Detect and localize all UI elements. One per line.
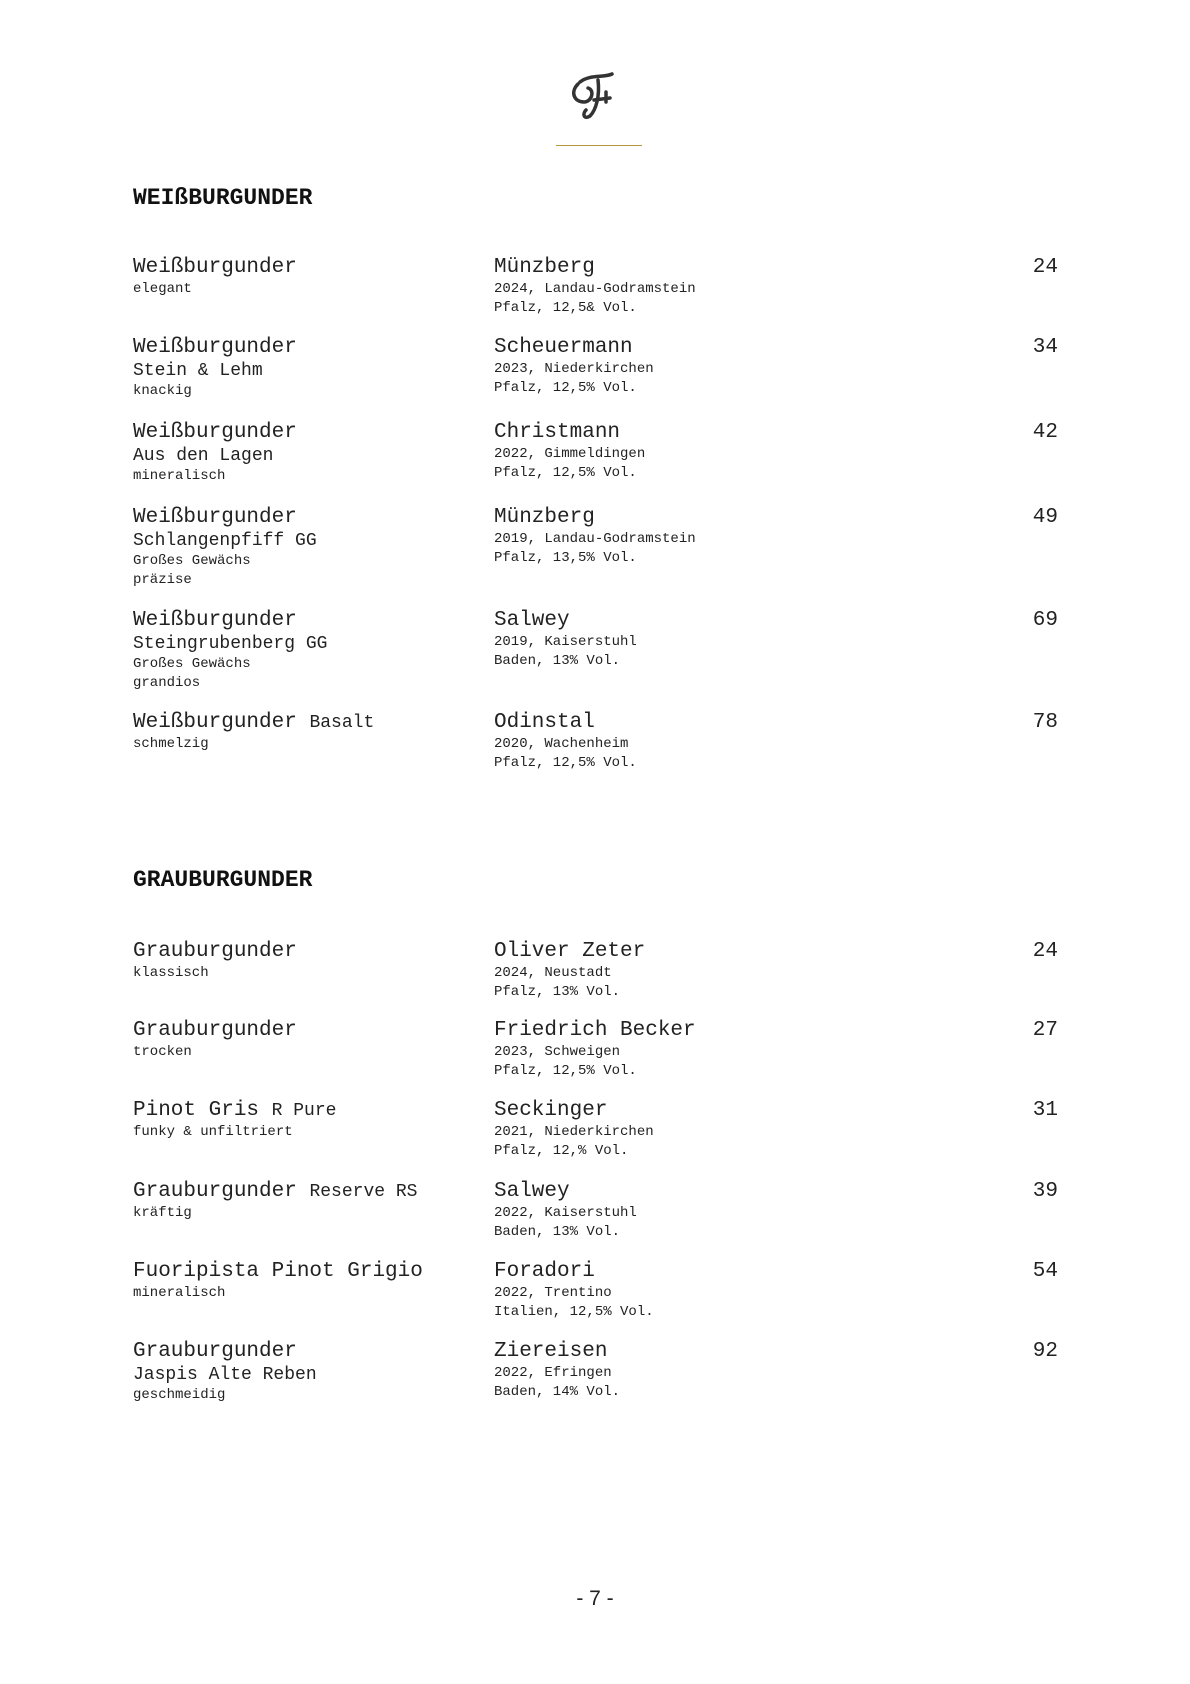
wine-info	[133, 1099, 336, 1142]
producer-info	[494, 1340, 620, 1401]
wine-price: 24	[1032, 940, 1058, 963]
wine-price: 27	[1032, 1019, 1058, 1042]
wine-name	[133, 1180, 417, 1204]
producer-name: Foradori	[494, 1260, 595, 1283]
wine-info	[133, 940, 297, 983]
wine-price: 31	[1032, 1099, 1058, 1122]
gold-divider	[556, 145, 642, 146]
producer-detail: Pfalz, 13,5% Vol.	[494, 549, 637, 566]
wine-info	[133, 1019, 297, 1062]
wine-info	[133, 1180, 417, 1223]
wine-note: grandios	[133, 674, 201, 691]
producer-detail: 2019, Landau-Godramstein	[494, 531, 696, 547]
wine-name-text: Grauburgunder	[133, 1019, 297, 1042]
producer-info	[494, 421, 645, 482]
wine-price: 49	[1032, 506, 1058, 529]
wine-subtitle: Steingrubenberg GG	[133, 634, 328, 654]
section-heading: WEIßBURGUNDER	[133, 185, 313, 211]
producer-name: Friedrich Becker	[494, 1019, 696, 1042]
producer-info	[494, 506, 696, 567]
wine-name-text: Grauburgunder	[133, 940, 297, 963]
wine-name-text: Weißburgunder	[133, 336, 297, 359]
wine-note: elegant	[133, 281, 192, 297]
producer-detail: Pfalz, 12,5% Vol.	[494, 754, 637, 771]
wine-subtitle: Schlangenpfiff GG	[133, 531, 317, 551]
section-heading: GRAUBURGUNDER	[133, 867, 313, 893]
wine-name-text: Weißburgunder	[133, 421, 297, 444]
producer-info	[494, 1180, 637, 1241]
producer-info	[494, 1260, 654, 1321]
wine-name	[133, 711, 374, 735]
producer-name: Salwey	[494, 609, 570, 632]
producer-info	[494, 1019, 696, 1080]
producer-detail: Baden, 13% Vol.	[494, 652, 621, 669]
wine-name-text: Fuoripista Pinot Grigio	[133, 1260, 423, 1283]
wine-price: 78	[1032, 711, 1058, 734]
wine-note: präzise	[133, 571, 192, 588]
wine-name-text: Grauburgunder	[133, 1340, 297, 1363]
producer-detail: 2022, Kaiserstuhl	[494, 1205, 637, 1221]
producer-detail: 2023, Niederkirchen	[494, 361, 654, 377]
wine-name	[133, 1099, 336, 1123]
wine-name-text: Pinot Gris	[133, 1099, 260, 1122]
producer-name: Ziereisen	[494, 1340, 608, 1363]
producer-info	[494, 940, 645, 1001]
producer-detail: 2021, Niederkirchen	[494, 1124, 654, 1140]
wine-info	[133, 609, 327, 692]
producer-detail: Baden, 13% Vol.	[494, 1223, 621, 1240]
wine-name	[133, 421, 297, 445]
producer-name: Seckinger	[494, 1099, 608, 1122]
wine-price: 54	[1032, 1260, 1058, 1283]
producer-detail: Pfalz, 12,5% Vol.	[494, 379, 637, 396]
producer-name: Scheuermann	[494, 336, 633, 359]
producer-detail: 2022, Trentino	[494, 1285, 612, 1301]
wine-info	[133, 506, 317, 589]
wine-name	[133, 256, 297, 280]
producer-name: Odinstal	[494, 711, 595, 734]
wine-name	[133, 1260, 423, 1284]
wine-name-suffix: R Pure	[271, 1101, 337, 1121]
producer-detail: 2024, Neustadt	[494, 965, 612, 981]
wine-info	[133, 711, 374, 754]
wine-note: schmelzig	[133, 736, 209, 752]
wine-name-text: Weißburgunder	[133, 506, 297, 529]
wine-name	[133, 336, 297, 360]
wine-note: klassisch	[133, 965, 209, 981]
producer-detail: 2022, Gimmeldingen	[494, 446, 646, 462]
producer-detail: Pfalz, 12,5% Vol.	[494, 464, 637, 481]
producer-info	[494, 609, 637, 670]
producer-info	[494, 711, 637, 772]
wine-name-text: Weißburgunder	[133, 609, 297, 632]
producer-name: Münzberg	[494, 506, 595, 529]
producer-name: Oliver Zeter	[494, 940, 646, 963]
wine-name-text: Grauburgunder	[133, 1180, 297, 1203]
wine-price: 69	[1032, 609, 1058, 632]
wine-info	[133, 256, 297, 299]
producer-detail: 2020, Wachenheim	[494, 736, 629, 752]
wine-note: Großes Gewächs	[133, 553, 251, 569]
wine-name	[133, 940, 297, 964]
producer-detail: Baden, 14% Vol.	[494, 1383, 621, 1400]
wine-note: trocken	[133, 1044, 192, 1060]
producer-name: Salwey	[494, 1180, 570, 1203]
producer-detail: Pfalz, 13% Vol.	[494, 983, 621, 1000]
wine-info	[133, 1260, 423, 1303]
wine-subtitle: Jaspis Alte Reben	[133, 1365, 317, 1385]
wine-note: kräftig	[133, 1205, 192, 1221]
producer-name: Christmann	[494, 421, 621, 444]
wine-name-suffix: Basalt	[309, 713, 375, 733]
producer-detail: Pfalz, 12,5& Vol.	[494, 299, 637, 316]
wine-info	[133, 421, 297, 486]
wine-note: knackig	[133, 383, 192, 399]
producer-info	[494, 256, 696, 317]
producer-info	[494, 1099, 654, 1160]
wine-note: mineralisch	[133, 1285, 226, 1301]
producer-detail: 2019, Kaiserstuhl	[494, 634, 637, 650]
wine-note: Großes Gewächs	[133, 656, 251, 672]
producer-detail: 2023, Schweigen	[494, 1044, 621, 1060]
page-number: - 7 -	[576, 1587, 614, 1610]
producer-detail: 2022, Efringen	[494, 1365, 612, 1381]
wine-name	[133, 609, 327, 633]
logo-monogram-icon	[560, 62, 640, 142]
wine-price: 39	[1032, 1180, 1058, 1203]
producer-name: Münzberg	[494, 256, 595, 279]
producer-detail: Pfalz, 12,5% Vol.	[494, 1062, 637, 1079]
wine-price: 92	[1032, 1340, 1058, 1363]
producer-detail: Italien, 12,5% Vol.	[494, 1303, 654, 1320]
wine-price: 42	[1032, 421, 1058, 444]
wine-subtitle: Stein & Lehm	[133, 361, 263, 381]
wine-note: mineralisch	[133, 468, 226, 484]
producer-detail: Pfalz, 12,% Vol.	[494, 1142, 629, 1159]
wine-price: 24	[1032, 256, 1058, 279]
wine-name-suffix: Reserve RS	[309, 1182, 418, 1202]
wine-subtitle: Aus den Lagen	[133, 446, 274, 466]
wine-info	[133, 1340, 317, 1405]
wine-name	[133, 1019, 297, 1043]
wine-info	[133, 336, 297, 401]
wine-name-text: Weißburgunder	[133, 711, 297, 734]
wine-note: funky & unfiltriert	[133, 1124, 293, 1140]
wine-price: 34	[1032, 336, 1058, 359]
producer-info	[494, 336, 654, 397]
producer-detail: 2024, Landau-Godramstein	[494, 281, 696, 297]
wine-name	[133, 1340, 317, 1364]
wine-note: geschmeidig	[133, 1387, 226, 1403]
wine-name	[133, 506, 317, 530]
wine-name-text: Weißburgunder	[133, 256, 297, 279]
